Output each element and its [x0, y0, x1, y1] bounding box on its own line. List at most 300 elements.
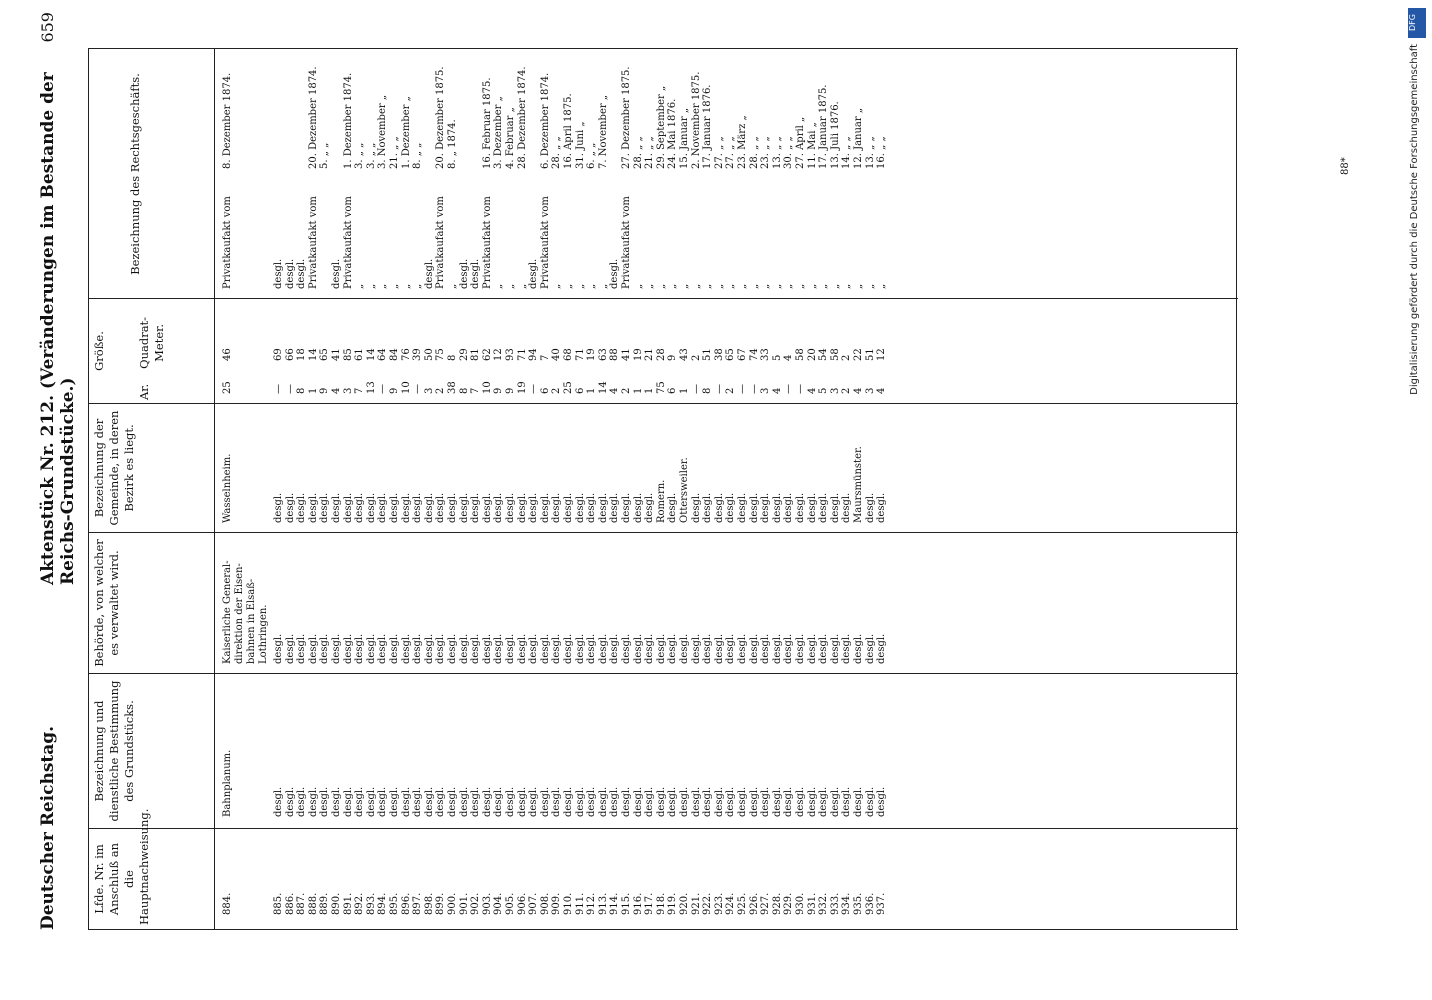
row-qm: 20: [806, 348, 818, 361]
row-gemeinde: desgl.: [528, 492, 540, 523]
row-behoerde: desgl.: [597, 633, 609, 664]
row-grundstueck: desgl.: [365, 786, 377, 817]
row-ar: 8: [296, 387, 308, 394]
table-row: [691, 49, 703, 929]
row-qm: 41: [621, 348, 632, 361]
row-qm: 84: [389, 348, 400, 361]
row-ar: 1: [632, 387, 644, 394]
header-middle: Aktenstück Nr. 212. (Veränderungen im Bestande der Reichs-Grundstücke.): [38, 72, 78, 585]
row-grundstueck: desgl.: [621, 786, 632, 817]
row-ar: 4: [806, 387, 818, 394]
table-row: [667, 49, 679, 929]
row-qm: 68: [563, 348, 574, 361]
page-header: [38, 12, 78, 930]
row-datum: 6. Dezember 1874.: [539, 72, 551, 169]
row-gemeinde: desgl.: [574, 492, 586, 523]
row-datum: 30. „ „: [783, 136, 795, 169]
row-gemeinde: desgl.: [597, 492, 609, 523]
row-qm: 4: [783, 354, 795, 361]
row-grundstueck: desgl.: [818, 786, 830, 817]
row-gemeinde: desgl.: [319, 492, 331, 523]
row-grundstueck: desgl.: [667, 786, 679, 817]
row-gemeinde: desgl.: [737, 492, 748, 523]
row-gemeinde: desgl.: [864, 492, 876, 523]
header-left: Deutscher Reichstag.: [38, 725, 58, 930]
row-number: 894.: [377, 892, 389, 915]
row-grundstueck: desgl.: [597, 786, 609, 817]
row-number: 898.: [423, 892, 435, 915]
row-behoerde: desgl.: [307, 633, 319, 664]
table-row: [795, 49, 807, 929]
col-header-groesse: [92, 302, 167, 400]
row-grundstueck: desgl.: [586, 786, 598, 817]
row-behoerde: desgl.: [702, 633, 714, 664]
table-row: [389, 49, 401, 929]
row-number: 917.: [644, 892, 656, 915]
row-qm: 33: [760, 348, 772, 361]
row-qm: 54: [818, 348, 830, 361]
row-number: 932.: [818, 892, 830, 915]
row-ar: 2: [841, 387, 853, 394]
row-behoerde: desgl.: [400, 633, 412, 664]
row-number: 901.: [458, 892, 470, 915]
row-rechtsgeschaeft: „: [354, 283, 366, 289]
row-qm: 50: [423, 348, 435, 361]
row-qm: 61: [354, 348, 366, 361]
row-rechtsgeschaeft: „: [655, 283, 667, 289]
row-number: 891.: [342, 892, 354, 915]
row-grundstueck: Bahnplanum.: [222, 749, 233, 817]
row-rechtsgeschaeft: „: [713, 283, 725, 289]
row-rechtsgeschaeft: „: [737, 283, 748, 289]
table-top-rule: [88, 49, 89, 929]
row-gemeinde: desgl.: [458, 492, 470, 523]
row-rechtsgeschaeft: Privatkaufakt vom: [435, 196, 447, 289]
row-gemeinde: desgl.: [516, 492, 528, 523]
row-behoerde: desgl.: [423, 633, 435, 664]
row-qm: 43: [679, 348, 690, 361]
table-row: [644, 49, 656, 929]
row-ar: 8: [702, 387, 714, 394]
row-datum: 16. „ „: [876, 136, 888, 169]
row-rechtsgeschaeft: „: [377, 283, 389, 289]
table-row: [273, 49, 285, 929]
row-grundstueck: desgl.: [296, 786, 308, 817]
row-number: 886.: [284, 892, 296, 915]
row-datum: 3. November „: [377, 95, 389, 169]
row-qm: 38: [713, 348, 725, 361]
row-grundstueck: desgl.: [771, 786, 783, 817]
table-row: [493, 49, 505, 929]
row-datum: 31. Juni „: [574, 121, 586, 169]
row-gemeinde: desgl.: [586, 492, 598, 523]
row-ar: 3: [760, 387, 772, 394]
row-number: 913.: [597, 892, 609, 915]
row-grundstueck: desgl.: [864, 786, 876, 817]
row-ar: —: [783, 384, 795, 394]
row-gemeinde: desgl.: [806, 492, 818, 523]
row-datum: 28. „ „: [632, 136, 644, 169]
row-rechtsgeschaeft: „: [563, 283, 574, 289]
table-row: [563, 49, 575, 929]
row-behoerde: desgl.: [389, 633, 400, 664]
table-row: [505, 49, 517, 929]
row-ar: 4: [771, 387, 783, 394]
row-datum: 14. „ „: [841, 136, 853, 169]
row-grundstueck: desgl.: [307, 786, 319, 817]
table-row: [865, 49, 877, 929]
row-gemeinde: desgl.: [725, 492, 737, 523]
row-gemeinde: desgl.: [818, 492, 830, 523]
row-grundstueck: desgl.: [423, 786, 435, 817]
row-grundstueck: desgl.: [458, 786, 470, 817]
row-rechtsgeschaeft: „: [876, 283, 888, 289]
table-row: [517, 49, 529, 929]
row-ar: 3: [864, 387, 876, 394]
row-qm: 58: [829, 348, 841, 361]
row-qm: 21: [644, 348, 656, 361]
row-ar: 7: [470, 387, 482, 394]
row-behoerde: desgl.: [296, 633, 308, 664]
row-ar: 6: [539, 387, 551, 394]
row-behoerde: desgl.: [690, 633, 702, 664]
row-ar: 9: [493, 387, 505, 394]
row-behoerde: desgl.: [737, 633, 748, 664]
table-row: [285, 49, 297, 929]
row-rechtsgeschaeft: „: [679, 283, 690, 289]
row-behoerde: desgl.: [331, 633, 342, 664]
row-number: 923.: [713, 892, 725, 915]
row-number: 902.: [470, 892, 482, 915]
row-number: 904.: [493, 892, 505, 915]
row-grundstueck: desgl.: [528, 786, 540, 817]
row-rechtsgeschaeft: „: [771, 283, 783, 289]
row-datum: 27. April „: [795, 116, 806, 169]
row-gemeinde: desgl.: [713, 492, 725, 523]
table-row: [435, 49, 447, 929]
row-rechtsgeschaeft: „: [493, 283, 505, 289]
row-rechtsgeschaeft: „: [783, 283, 795, 289]
row-datum: 21. „ „: [389, 136, 400, 169]
row-behoerde: desgl.: [481, 633, 493, 664]
row-datum: 1. Dezember „: [400, 96, 412, 169]
row-gemeinde: desgl.: [876, 492, 888, 523]
table-row: [575, 49, 587, 929]
row-ar: 9: [505, 387, 516, 394]
row-rechtsgeschaeft: „: [551, 283, 563, 289]
row-number: 914.: [609, 892, 621, 915]
row-behoerde: desgl.: [412, 633, 424, 664]
row-datum: 17. Januar 1875.: [818, 84, 830, 169]
row-rechtsgeschaeft: „: [795, 283, 806, 289]
row-qm: 58: [795, 348, 806, 361]
row-number: 925.: [737, 892, 748, 915]
table-row: [783, 49, 795, 929]
row-qm: 62: [481, 348, 493, 361]
table-row: [841, 49, 853, 929]
row-behoerde: desgl.: [841, 633, 853, 664]
row-ar: —: [737, 384, 748, 394]
row-number: 916.: [632, 892, 644, 915]
row-datum: 6. „ „: [586, 142, 598, 169]
table-row: [853, 49, 865, 929]
table-row: [760, 49, 772, 929]
row-number: 906.: [516, 892, 528, 915]
row-behoerde: desgl.: [644, 633, 656, 664]
row-number: 912.: [586, 892, 598, 915]
row-grundstueck: desgl.: [516, 786, 528, 817]
row-qm: 40: [551, 348, 563, 361]
row-datum: 3. „ „: [365, 142, 377, 169]
row-qm: 2: [690, 354, 702, 361]
row-rechtsgeschaeft: „: [574, 283, 586, 289]
table-row: [424, 49, 436, 929]
row-datum: 28. „ „: [748, 136, 760, 169]
row-ar: —: [713, 384, 725, 394]
table-row: [343, 49, 355, 929]
row-rechtsgeschaeft: „: [841, 283, 853, 289]
row-number: 895.: [389, 892, 400, 915]
col-header-grundstueck: Bezeichnung und dienstliche Bestimmung des Grundstücks.: [92, 680, 136, 822]
row-behoerde: desgl.: [829, 633, 841, 664]
col-header-qm: Quadrat-Meter.: [137, 316, 166, 369]
row-behoerde: desgl.: [864, 633, 876, 664]
row-qm: 12: [493, 348, 505, 361]
row-number: 921.: [690, 892, 702, 915]
row-datum: 3. Dezember „: [493, 96, 505, 169]
row-rechtsgeschaeft: desgl.: [423, 258, 435, 289]
row-grundstueck: desgl.: [574, 786, 586, 817]
row-qm: 74: [748, 348, 760, 361]
row-datum: 4. Februar „: [505, 107, 516, 169]
row-datum: 17. Januar 1876.: [702, 84, 714, 169]
row-behoerde: desgl.: [563, 633, 574, 664]
row-grundstueck: desgl.: [377, 786, 389, 817]
row-gemeinde: desgl.: [760, 492, 772, 523]
row-rechtsgeschaeft: desgl.: [331, 258, 342, 289]
row-gemeinde: desgl.: [307, 492, 319, 523]
row-rechtsgeschaeft: „: [389, 283, 400, 289]
row-rechtsgeschaeft: „: [760, 283, 772, 289]
row-ar: 13: [365, 381, 377, 394]
row-datum: 28. „ „: [551, 136, 563, 169]
row-rechtsgeschaeft: „: [505, 283, 516, 289]
row-datum: 23. März „: [737, 115, 748, 169]
row-grundstueck: desgl.: [539, 786, 551, 817]
dfg-logo: DFG: [1408, 8, 1426, 38]
row-grundstueck: desgl.: [563, 786, 574, 817]
row-behoerde: desgl.: [818, 633, 830, 664]
row-qm: 5: [771, 354, 783, 361]
row-gemeinde: Romern.: [655, 479, 667, 523]
row-number: 911.: [574, 892, 586, 915]
row-datum: 13. „ „: [864, 136, 876, 169]
row-behoerde: desgl.: [760, 633, 772, 664]
row-datum: 24. Mai 1876.: [667, 98, 679, 169]
row-rechtsgeschaeft: Privatkaufakt vom: [342, 196, 354, 289]
table-row: [749, 49, 761, 929]
row-datum: 29. September „: [655, 85, 667, 169]
row-grundstueck: desgl.: [551, 786, 563, 817]
row-grundstueck: desgl.: [389, 786, 400, 817]
table-bottom-rule: [1236, 49, 1237, 929]
row-grundstueck: desgl.: [655, 786, 667, 817]
row-behoerde: desgl.: [447, 633, 458, 664]
row-gemeinde: desgl.: [551, 492, 563, 523]
row-ar: 8: [458, 387, 470, 394]
page-number: 659: [38, 12, 57, 43]
row-rechtsgeschaeft: „: [748, 283, 760, 289]
row-number: 918.: [655, 892, 667, 915]
row-rechtsgeschaeft: Privatkaufakt vom: [222, 196, 233, 289]
row-grundstueck: desgl.: [737, 786, 748, 817]
row-qm: 14: [307, 348, 319, 361]
row-grundstueck: desgl.: [632, 786, 644, 817]
row-qm: 7: [539, 354, 551, 361]
row-ar: 14: [597, 381, 609, 394]
row-grundstueck: desgl.: [284, 786, 296, 817]
row-behoerde: desgl.: [771, 633, 783, 664]
row-number: 905.: [505, 892, 516, 915]
row-behoerde: desgl.: [539, 633, 551, 664]
row-gemeinde: desgl.: [435, 492, 447, 523]
row-qm: 14: [365, 348, 377, 361]
row-number: 919.: [667, 892, 679, 915]
table-row: [331, 49, 343, 929]
row-qm: 28: [655, 348, 667, 361]
row-gemeinde: desgl.: [296, 492, 308, 523]
row-rechtsgeschaeft: „: [818, 283, 830, 289]
row-gemeinde: Wasselnheim.: [222, 453, 233, 523]
row-rechtsgeschaeft: desgl.: [284, 258, 296, 289]
row-ar: 7: [354, 387, 366, 394]
row-gemeinde: desgl.: [447, 492, 458, 523]
row-qm: 51: [702, 348, 714, 361]
row-datum: 21. „ „: [644, 136, 656, 169]
table-row: [401, 49, 413, 929]
row-ar: —: [412, 384, 424, 394]
row-qm: 39: [412, 348, 424, 361]
row-behoerde: desgl.: [713, 633, 725, 664]
row-datum: 16. April 1875.: [563, 93, 574, 169]
row-grundstueck: desgl.: [795, 786, 806, 817]
row-grundstueck: desgl.: [829, 786, 841, 817]
row-grundstueck: desgl.: [876, 786, 888, 817]
row-datum: 27. „ „: [725, 136, 737, 169]
table-row: [598, 49, 610, 929]
row-qm: 85: [342, 348, 354, 361]
row-ar: 25: [222, 381, 233, 394]
col-header-rechtsgeschaeft: Bezeichnung des Rechtsgeschäfts.: [128, 73, 142, 275]
row-number: 884.: [222, 892, 233, 915]
row-gemeinde: desgl.: [690, 492, 702, 523]
row-qm: 76: [400, 348, 412, 361]
table-row: [656, 49, 668, 929]
row-behoerde: desgl.: [783, 633, 795, 664]
row-rechtsgeschaeft: „: [644, 283, 656, 289]
table-row: [737, 49, 749, 929]
table-row: [377, 49, 389, 929]
row-grundstueck: desgl.: [783, 786, 795, 817]
row-qm: 64: [377, 348, 389, 361]
row-number: 893.: [365, 892, 377, 915]
row-behoerde: desgl.: [655, 633, 667, 664]
row-datum: 16. Februar 1875.: [481, 77, 493, 169]
row-number: 924.: [725, 892, 737, 915]
row-number: 910.: [563, 892, 574, 915]
row-ar: 25: [563, 381, 574, 394]
row-grundstueck: desgl.: [493, 786, 505, 817]
row-qm: 2: [841, 354, 853, 361]
row-ar: 2: [551, 387, 563, 394]
row-ar: 6: [574, 387, 586, 394]
row-behoerde: desgl.: [354, 633, 366, 664]
table-row: [470, 49, 482, 929]
row-gemeinde: desgl.: [354, 492, 366, 523]
row-qm: 19: [586, 348, 598, 361]
row-qm: 93: [505, 348, 516, 361]
row-rechtsgeschaeft: „: [632, 283, 644, 289]
row-behoerde: desgl.: [586, 633, 598, 664]
row-ar: 1: [644, 387, 656, 394]
row-behoerde: desgl.: [319, 633, 331, 664]
row-ar: 3: [342, 387, 354, 394]
row-number: 937.: [876, 892, 888, 915]
row-datum: 7. November „: [597, 95, 609, 169]
row-datum: 27. Dezember 1875.: [621, 66, 632, 169]
row-datum: 8. Dezember 1874.: [222, 72, 233, 169]
row-ar: 19: [516, 381, 528, 394]
row-gemeinde: desgl.: [783, 492, 795, 523]
row-qm: 69: [273, 348, 284, 361]
row-number: 907.: [528, 892, 540, 915]
row-behoerde: desgl.: [667, 633, 679, 664]
table-row: [772, 49, 784, 929]
row-grundstueck: desgl.: [354, 786, 366, 817]
row-rechtsgeschaeft: „: [725, 283, 737, 289]
table-row: [830, 49, 842, 929]
col-header-nr: Lfde. Nr. im Anschluß an die Hauptnachweisung.: [92, 808, 151, 925]
table-row: [679, 49, 691, 929]
row-grundstueck: desgl.: [273, 786, 284, 817]
row-ar: 2: [621, 387, 632, 394]
row-number: 935.: [853, 892, 864, 915]
row-gemeinde: desgl.: [365, 492, 377, 523]
row-qm: 19: [632, 348, 644, 361]
row-rechtsgeschaeft: Privatkaufakt vom: [621, 196, 632, 289]
row-rechtsgeschaeft: desgl.: [296, 258, 308, 289]
row-number: 903.: [481, 892, 493, 915]
row-ar: 4: [853, 387, 864, 394]
table-row: [366, 49, 378, 929]
row-grundstueck: desgl.: [853, 786, 864, 817]
row-datum: 28. Dezember 1874.: [516, 66, 528, 169]
row-ar: 75: [655, 381, 667, 394]
row-grundstueck: desgl.: [713, 786, 725, 817]
table-row: [354, 49, 366, 929]
row-rechtsgeschaeft: „: [597, 283, 609, 289]
row-behoerde: desgl.: [470, 633, 482, 664]
row-behoerde: desgl.: [876, 633, 888, 664]
row-datum: 1. Dezember 1874.: [342, 72, 354, 169]
row-grundstueck: desgl.: [412, 786, 424, 817]
col-header-groesse-title: Größe.: [92, 331, 106, 371]
row-datum: 8. „ 1874.: [447, 119, 458, 169]
row-gemeinde: desgl.: [841, 492, 853, 523]
row-qm: 71: [574, 348, 586, 361]
row-ar: —: [377, 384, 389, 394]
table-row: [609, 49, 621, 929]
